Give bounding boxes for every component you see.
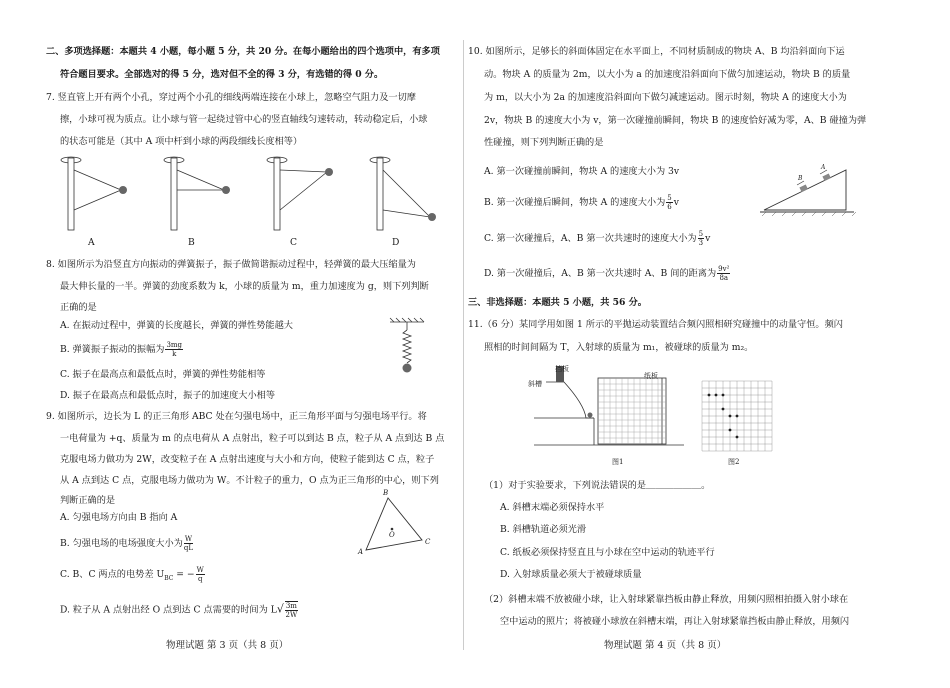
incline-label-b: B <box>798 175 803 182</box>
q11-option-a: A. 斜槽末端必须保持水平 <box>500 502 605 513</box>
q7-ball-a <box>119 186 127 194</box>
section3-title: 三、非选择题：本题共 5 小题，共 56 分。 <box>468 297 647 308</box>
incline-figure <box>760 162 870 217</box>
q9-option-d: D. 粒子从 A 点射出经 O 点到达 C 点需要的时间为 L√ $\frac{3m}{2W}$ <box>60 602 298 619</box>
strobe-grid-figure <box>702 381 772 451</box>
q7-label-c: C <box>290 237 298 248</box>
fig1-label-board: 纸板 <box>644 372 658 380</box>
q10-line2: 动。物块 A 的质量为 2m，以大小为 a 的加速度沿斜面向下做匀加速运动，物块 B 的质量 <box>484 69 851 80</box>
q11-part1: （1）对于实验要求，下列说法错误的是＿＿＿＿＿＿。 <box>484 480 711 491</box>
q8-option-c: C. 振子在最高点和最低点时，弹簧的弹性势能相等 <box>60 369 266 380</box>
fig1-label-baffle: 挡板 <box>555 365 569 373</box>
q7-ball-c <box>325 168 333 176</box>
q10-option-b: B. 第一次碰撞后瞬间，物块 A 的速度大小为 $\frac{5}{6}$ v <box>484 194 679 211</box>
q9-line2: 一电荷量为 +q、质量为 m 的点电荷从 A 点射出，粒子可以到达 B 点，粒子从 A 点到达 B 点 <box>60 433 445 444</box>
q10-line4: 2v，物块 B 的速度大小为 v，第一次碰撞前瞬间，物块 B 的速度恰好减为零，A、B 碰撞为弹 <box>484 115 867 126</box>
q11-part2-line1: （2）斜槽末端不放被碰小球，让入射球紧靠挡板由静止释放，用频闪照相拍摄入射小球在 <box>484 594 849 605</box>
q10-option-a: A. 第一次碰撞前瞬间，物块 A 的速度大小为 3v <box>484 166 680 177</box>
q8-option-b: B. 弹簧振子振动的振幅为 $\frac{3mg}{k}$ <box>60 341 183 358</box>
q10-line3: 为 m，以大小为 2a 的加速度沿斜面向下做匀减速运动。图示时刻，物块 A 的速度大小为 <box>484 92 847 103</box>
q10-line1: 10. 如图所示，足够长的斜面体固定在水平面上，不同材质制成的物块 A、B 均沿斜面向下运 <box>468 46 845 57</box>
q8-line3: 正确的是 <box>60 302 97 313</box>
section2-title-line1: 二、多项选择题：本题共 4 小题，每小题 5 分，共 20 分。在每小题给出的四个选项中，有多项 <box>46 46 440 57</box>
q7-ball-d <box>428 213 436 221</box>
fig2-caption: 图2 <box>728 458 740 466</box>
q9-line4: 从 A 点到达 C 点，克服电场力做功为 W。不计粒子的重力，O 点为正三角形的中心，则下列 <box>60 475 439 486</box>
column-divider <box>463 40 464 650</box>
q7-line3: 的状态可能是（其中 A 项中杆到小球的两段细线长度相等） <box>60 136 303 147</box>
q8-line1: 8. 如图所示为沿竖直方向振动的弹簧振子，振子做简谐振动过程中，轻弹簧的最大压缩量为 <box>46 259 416 270</box>
q7-ball-b <box>222 186 230 194</box>
triangle-label-a: A <box>358 548 364 556</box>
footer-page3: 物理试题 第 3 页（共 8 页） <box>166 640 289 651</box>
fig1-caption: 图1 <box>612 458 624 466</box>
q11-option-b: B. 斜槽轨道必须光滑 <box>500 524 587 535</box>
triangle-label-c: C <box>425 538 431 546</box>
q11-part2-line2: 空中运动的照片；将被碰小球放在斜槽末端，再让入射球紧靠挡板由静止释放，用频闪 <box>500 616 850 627</box>
q10-line5: 性碰撞，则下列判断正确的是 <box>484 137 604 148</box>
incline-label-a: A <box>821 164 826 171</box>
section2-title-line2: 符合题目要求。全部选对的得 5 分，选对但不全的得 3 分，有选错的得 0 分。 <box>60 69 384 80</box>
fig1-label-chute: 斜槽 <box>528 380 542 388</box>
q9-line3: 克服电场力做功为 2W，改变粒子在 A 点射出速度与大小和方向，使粒子能到达 C 点，粒子 <box>60 454 435 465</box>
q7-line1: 7. 竖直管上开有两个小孔，穿过两个小孔的细线两端连接在小球上，忽略空气阻力及一切摩 <box>46 92 416 103</box>
q8-option-d: D. 振子在最高点和最低点时，振子的加速度大小相等 <box>60 390 276 401</box>
q10-option-d: D. 第一次碰撞后，A、B 第一次共速时 A、B 间的距离为 $\frac{\text{9v²}}{8a}$ <box>484 265 730 282</box>
q11-line1: 11.（6 分）某同学用如图 1 所示的平抛运动装置结合频闪照相研究碰撞中的动量守恒。频闪 <box>468 319 843 330</box>
q9-option-b: B. 匀强电场的电场强度大小为 $\frac{W}{qL}$ <box>60 535 194 552</box>
q9-option-a: A. 匀强电场方向由 B 指向 A <box>60 512 178 523</box>
q7-line2: 擦，小球可视为质点。让小球与管一起绕过管中心的竖直轴线匀速转动，转动稳定后，小球 <box>60 114 428 125</box>
q11-line2: 照相的时间间隔为 T，入射球的质量为 m₁，被碰球的质量为 m₂。 <box>484 342 754 353</box>
q7-label-d: D <box>392 237 400 248</box>
triangle-label-b: B <box>383 489 389 497</box>
q9-line1: 9. 如图所示，边长为 L 的正三角形 ABC 处在匀强电场中，正三角形平面与匀强电场平行。将 <box>46 411 427 422</box>
q7-label-b: B <box>188 237 195 248</box>
footer-page4: 物理试题 第 4 页（共 8 页） <box>604 640 727 651</box>
q10-option-c: C. 第一次碰撞后，A、B 第一次共速时的速度大小为 $\frac{5}{3}$ v <box>484 230 711 247</box>
q11-option-d: D. 入射球质量必须大于被碰球质量 <box>500 569 642 580</box>
q8-option-a: A. 在振动过程中，弹簧的长度越长，弹簧的弹性势能越大 <box>60 320 293 331</box>
q11-option-c: C. 纸板必须保持竖直且与小球在空中运动的轨迹平行 <box>500 547 715 558</box>
q9-option-c: C. B、C 两点的电势差 $U_{BC}$ = − $\frac{W}{q}$ <box>60 566 204 583</box>
q9-line5: 判断正确的是 <box>60 495 116 506</box>
spring-oscillator-figure <box>388 318 428 388</box>
q7-label-a: A <box>88 237 95 248</box>
q7-figures <box>46 150 446 250</box>
triangle-abc-figure <box>362 490 442 560</box>
q8-line2: 最大伸长量的一半。弹簧的劲度系数为 k，小球的质量为 m，重力加速度为 g，则下列判断 <box>60 281 429 292</box>
triangle-label-o: O <box>389 531 395 539</box>
